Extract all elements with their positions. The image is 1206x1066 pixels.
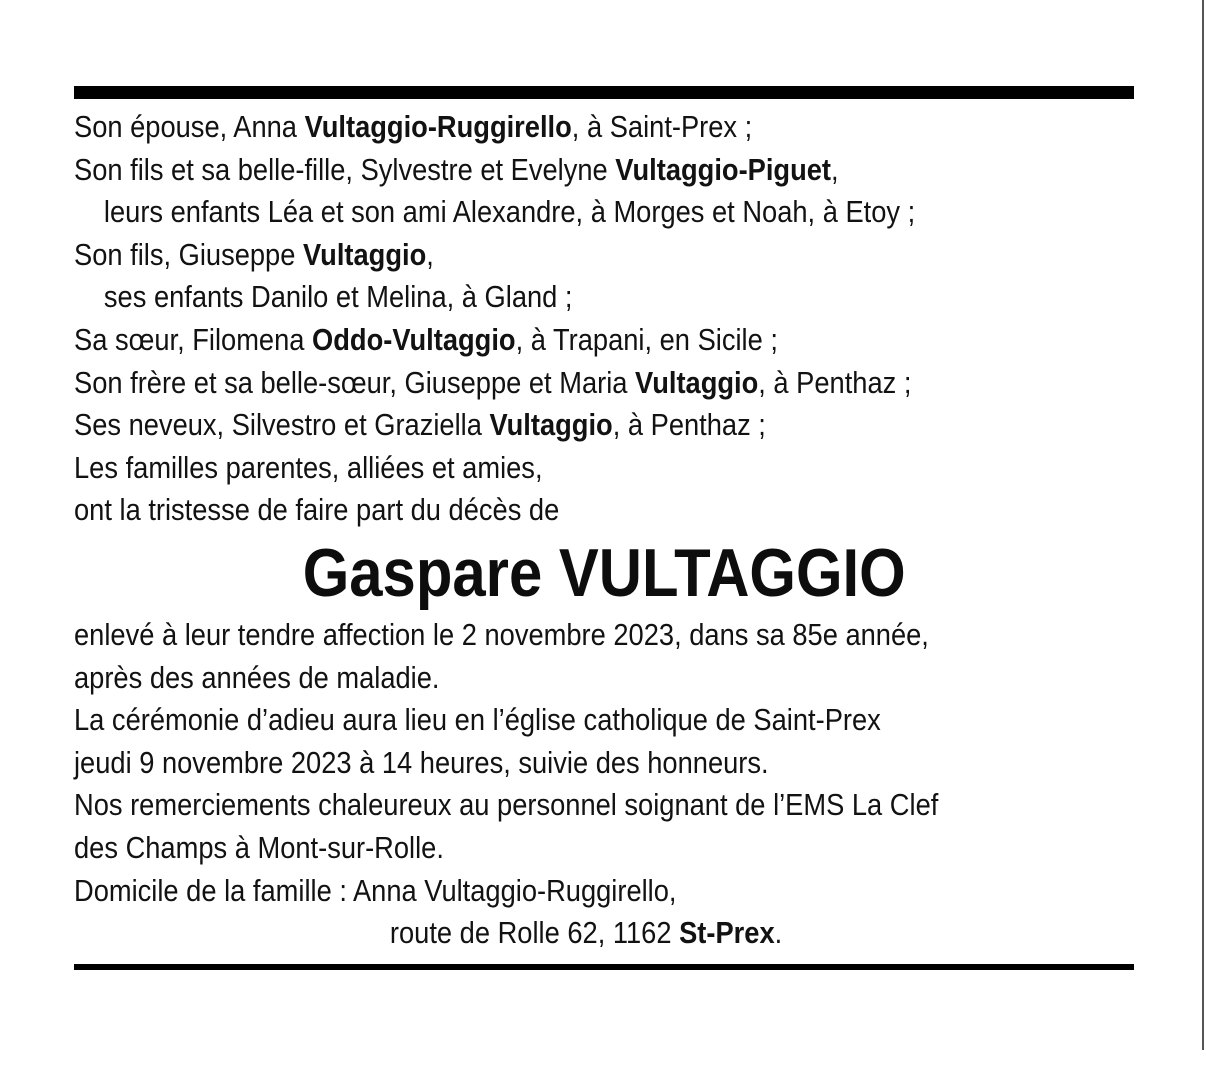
line-text: après des années de maladie. bbox=[74, 659, 440, 695]
line-text: Sa sœur, Filomena bbox=[74, 321, 313, 357]
surname-bold: St-Prex bbox=[679, 915, 775, 951]
surname-bold: Vultaggio-Ruggirello bbox=[304, 109, 572, 144]
family-line bbox=[74, 191, 1134, 234]
line-text: leurs enfants Léa et son ami Alexandre, à Morges et Noah, à Etoy ; bbox=[103, 194, 916, 230]
family-line bbox=[74, 489, 1134, 532]
line-text: . bbox=[774, 915, 783, 951]
line-text: , bbox=[426, 236, 434, 272]
body-line bbox=[74, 614, 1134, 657]
surname-bold: Vultaggio bbox=[635, 364, 759, 400]
family-line bbox=[74, 106, 1134, 149]
family-line bbox=[74, 447, 1134, 490]
line-text: enlevé à leur tendre affection le 2 novembre 2023, dans sa 85e année, bbox=[74, 616, 929, 652]
line-text: Ses neveux, Silvestro et Graziella bbox=[74, 407, 490, 443]
deceased-name: Gaspare VULTAGGIO bbox=[302, 534, 906, 611]
top-rule bbox=[74, 86, 1134, 99]
line-text: La cérémonie d’adieu aura lieu en l’église catholique de Saint-Prex bbox=[74, 702, 881, 738]
line-text: Domicile de la famille : Anna Vultaggio-Ruggirello, bbox=[74, 872, 677, 908]
body-line bbox=[74, 784, 1134, 827]
surname-bold: Vultaggio bbox=[489, 407, 613, 443]
family-line bbox=[74, 276, 1134, 319]
body-line bbox=[74, 699, 1134, 742]
body-line bbox=[74, 870, 1134, 913]
line-text: , bbox=[831, 151, 839, 187]
body-line bbox=[74, 657, 1134, 700]
family-line bbox=[74, 149, 1134, 192]
line-text: , à Trapani, en Sicile ; bbox=[515, 321, 778, 357]
line-text: Son fils, Giuseppe bbox=[74, 236, 303, 272]
line-text: , à Saint-Prex ; bbox=[571, 109, 753, 144]
bottom-rule bbox=[74, 964, 1134, 970]
line-text: Nos remerciements chaleureux au personnel soignant de l’EMS La Clef bbox=[74, 787, 939, 823]
line-text: des Champs à Mont-sur-Rolle. bbox=[74, 829, 444, 865]
family-line bbox=[74, 362, 1134, 405]
line-text: Son fils et sa belle-fille, Sylvestre et Evelyne bbox=[74, 151, 616, 187]
scan-edge-line bbox=[1202, 0, 1204, 1050]
surname-bold: Oddo-Vultaggio bbox=[312, 321, 516, 357]
surname-bold: Vultaggio-Piguet bbox=[615, 151, 832, 187]
family-lines bbox=[74, 106, 1134, 532]
line-text: Son frère et sa belle-sœur, Giuseppe et Maria bbox=[74, 364, 636, 400]
body-line bbox=[74, 827, 1134, 870]
line-text: Son épouse, Anna bbox=[74, 109, 305, 144]
line-text: ont la tristesse de faire part du décès de bbox=[74, 492, 560, 528]
line-text: ses enfants Danilo et Melina, à Gland ; bbox=[103, 279, 573, 315]
family-line bbox=[74, 404, 1134, 447]
family-line bbox=[74, 234, 1134, 277]
body-line bbox=[74, 742, 1134, 785]
line-text: jeudi 9 novembre 2023 à 14 heures, suivie des honneurs. bbox=[74, 744, 769, 780]
body-lines bbox=[74, 614, 1134, 955]
line-text: route de Rolle 62, 1162 bbox=[389, 915, 680, 951]
family-line bbox=[74, 319, 1134, 362]
death-notice bbox=[74, 86, 1134, 955]
line-text: Les familles parentes, alliées et amies, bbox=[74, 449, 543, 485]
surname-bold: Vultaggio bbox=[302, 236, 427, 272]
line-text: , à Penthaz ; bbox=[758, 364, 912, 400]
body-line bbox=[74, 912, 1134, 955]
notice-text bbox=[74, 106, 1134, 955]
line-text: , à Penthaz ; bbox=[612, 407, 766, 443]
